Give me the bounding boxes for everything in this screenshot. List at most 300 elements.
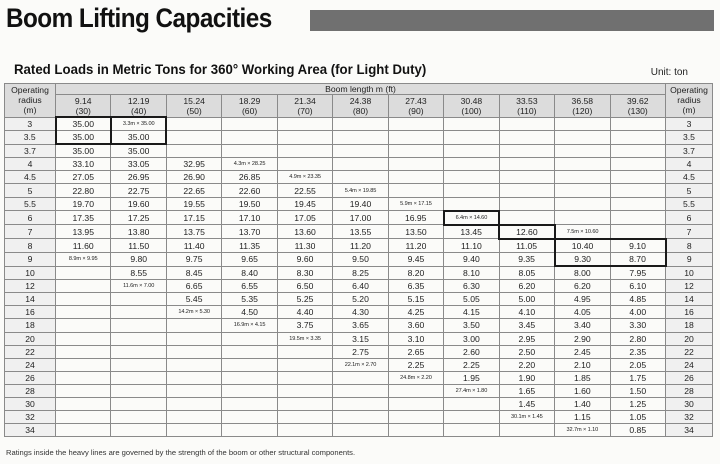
table-row xyxy=(5,424,713,437)
capacity-cell: 4.10 xyxy=(499,306,554,319)
radius-cell: 4.5 xyxy=(5,171,56,184)
capacity-cell: 2.45 xyxy=(555,345,610,358)
boom-length-column-header: 33.53 (110) xyxy=(499,95,554,118)
capacity-cell: 35.00 xyxy=(56,117,111,131)
capacity-cell xyxy=(56,345,111,358)
radius-cell: 18 xyxy=(666,319,713,332)
capacity-cell xyxy=(333,171,388,184)
capacity-cell: 35.00 xyxy=(56,144,111,158)
capacity-cell: 4.05 xyxy=(555,306,610,319)
capacity-cell xyxy=(56,332,111,345)
boom-length-row xyxy=(5,95,713,118)
boom-length-column-header: 39.62 (130) xyxy=(610,95,665,118)
capacity-cell xyxy=(610,211,665,225)
capacity-cell: 8.10 xyxy=(444,266,499,280)
capacity-cell: 6.35 xyxy=(388,280,443,293)
capacity-cell xyxy=(333,384,388,397)
title-bar-decoration xyxy=(310,10,714,31)
capacity-cell xyxy=(56,266,111,280)
radius-cell: 20 xyxy=(5,332,56,345)
radius-cell: 16 xyxy=(666,306,713,319)
capacity-cell: 5.05 xyxy=(444,293,499,306)
capacity-cell xyxy=(610,144,665,158)
capacity-cell: 4.25 xyxy=(388,306,443,319)
table-row xyxy=(5,144,713,158)
capacity-cell: 3.10 xyxy=(388,332,443,345)
capacity-cell: 32.95 xyxy=(166,158,221,171)
capacity-cell: 4.95 xyxy=(555,293,610,306)
capacity-cell xyxy=(333,144,388,158)
radius-cell: 24 xyxy=(5,358,56,371)
capacity-cell: 17.35 xyxy=(56,211,111,225)
radius-cell: 3.7 xyxy=(5,144,56,158)
capacity-cell xyxy=(388,411,443,424)
table-row xyxy=(5,131,713,145)
capacity-cell: 35.00 xyxy=(56,131,111,145)
capacity-cell xyxy=(277,358,332,371)
radius-cell: 3 xyxy=(5,117,56,131)
capacity-cell xyxy=(111,424,166,437)
capacity-cell: 11.6m × 7.00 xyxy=(111,280,166,293)
table-row xyxy=(5,184,713,197)
boom-length-column-header: 12.19 (40) xyxy=(111,95,166,118)
boom-length-header: Boom length m (ft) xyxy=(56,84,666,95)
capacity-cell: 17.15 xyxy=(166,211,221,225)
capacity-cell: 11.20 xyxy=(333,239,388,253)
capacity-cell: 8.30 xyxy=(277,266,332,280)
capacity-cell: 2.95 xyxy=(499,332,554,345)
capacity-cell xyxy=(222,131,277,145)
operating-radius-header-left: Operating radius (m) xyxy=(5,84,56,118)
capacity-cell: 11.60 xyxy=(56,239,111,253)
capacity-cell xyxy=(56,280,111,293)
boom-length-column-header: 18.29 (60) xyxy=(222,95,277,118)
capacity-cell xyxy=(333,117,388,131)
capacity-cell xyxy=(444,158,499,171)
table-row xyxy=(5,239,713,253)
capacity-cell: 2.90 xyxy=(555,332,610,345)
capacity-cell: 19.40 xyxy=(333,197,388,211)
capacity-cell: 11.35 xyxy=(222,239,277,253)
capacity-cell xyxy=(222,117,277,131)
capacity-cell: 26.95 xyxy=(111,171,166,184)
capacity-cell xyxy=(277,411,332,424)
capacity-cell: 6.50 xyxy=(277,280,332,293)
radius-cell: 5 xyxy=(666,184,713,197)
capacity-cell: 5.45 xyxy=(166,293,221,306)
capacity-cell: 3.30 xyxy=(610,319,665,332)
capacity-cell xyxy=(388,184,443,197)
capacity-cell: 4.50 xyxy=(222,306,277,319)
capacity-cell: 1.65 xyxy=(499,384,554,397)
capacity-cell xyxy=(277,424,332,437)
radius-cell: 14 xyxy=(666,293,713,306)
capacity-cell: 2.60 xyxy=(444,345,499,358)
capacity-cell: 7.95 xyxy=(610,266,665,280)
capacity-cell xyxy=(166,319,221,332)
capacity-cell xyxy=(444,171,499,184)
capacity-cell: 27.05 xyxy=(56,171,111,184)
capacity-cell xyxy=(388,384,443,397)
capacity-cell: 16.95 xyxy=(388,211,443,225)
capacity-cell: 17.25 xyxy=(111,211,166,225)
radius-cell: 9 xyxy=(5,252,56,266)
radius-cell: 6 xyxy=(666,211,713,225)
capacity-cell xyxy=(166,397,221,410)
capacity-cell xyxy=(499,184,554,197)
capacity-cell: 16.9m × 4.15 xyxy=(222,319,277,332)
boom-length-column-header: 24.38 (80) xyxy=(333,95,388,118)
capacity-cell: 22.75 xyxy=(111,184,166,197)
capacity-cell xyxy=(555,131,610,145)
capacity-cell: 22.55 xyxy=(277,184,332,197)
radius-cell: 10 xyxy=(666,266,713,280)
capacity-cell: 1.60 xyxy=(555,384,610,397)
capacity-cell xyxy=(56,358,111,371)
radius-cell: 12 xyxy=(5,280,56,293)
capacity-cell xyxy=(277,384,332,397)
capacity-cell: 2.05 xyxy=(610,358,665,371)
capacity-cell: 8.25 xyxy=(333,266,388,280)
capacity-cell: 8.40 xyxy=(222,266,277,280)
radius-cell: 22 xyxy=(5,345,56,358)
footnote: Ratings inside the heavy lines are governed by the strength of the boom or other structural components. xyxy=(6,448,356,457)
capacity-cell xyxy=(166,424,221,437)
radius-cell: 12 xyxy=(666,280,713,293)
capacity-cell: 11.40 xyxy=(166,239,221,253)
radius-cell: 32 xyxy=(5,411,56,424)
capacity-cell xyxy=(56,424,111,437)
capacity-cell: 4.30 xyxy=(333,306,388,319)
capacity-cell: 9.45 xyxy=(388,252,443,266)
capacity-cell: 26.85 xyxy=(222,171,277,184)
capacity-cell: 13.60 xyxy=(277,225,332,239)
table-row xyxy=(5,225,713,239)
radius-cell: 7 xyxy=(666,225,713,239)
capacity-cell xyxy=(222,371,277,384)
capacity-cell xyxy=(555,184,610,197)
radius-cell: 8 xyxy=(666,239,713,253)
radius-cell: 26 xyxy=(666,371,713,384)
capacity-cell xyxy=(56,384,111,397)
capacity-cell: 13.95 xyxy=(56,225,111,239)
table-subtitle: Rated Loads in Metric Tons for 360° Working Area (for Light Duty) xyxy=(14,62,427,77)
capacity-cell: 0.85 xyxy=(610,424,665,437)
capacity-cell: 13.50 xyxy=(388,225,443,239)
capacity-cell: 5.9m × 17.15 xyxy=(388,197,443,211)
capacity-cell: 9.75 xyxy=(166,252,221,266)
capacity-cell xyxy=(499,117,554,131)
capacity-cell: 2.25 xyxy=(388,358,443,371)
capacity-cell: 24.8m × 2.20 xyxy=(388,371,443,384)
table-row xyxy=(5,293,713,306)
capacity-cell: 1.95 xyxy=(444,371,499,384)
capacity-cell xyxy=(111,411,166,424)
capacity-cell xyxy=(388,424,443,437)
table-row xyxy=(5,171,713,184)
capacity-cell: 1.15 xyxy=(555,411,610,424)
capacity-cell: 8.20 xyxy=(388,266,443,280)
capacity-cell xyxy=(333,411,388,424)
radius-cell: 16 xyxy=(5,306,56,319)
capacity-cell: 6.65 xyxy=(166,280,221,293)
capacity-cell: 22.60 xyxy=(222,184,277,197)
capacity-cell xyxy=(222,358,277,371)
capacity-cell xyxy=(166,332,221,345)
capacity-cell: 3.00 xyxy=(444,332,499,345)
capacity-cell xyxy=(277,345,332,358)
capacity-cell: 11.20 xyxy=(388,239,443,253)
capacity-cell: 3.75 xyxy=(277,319,332,332)
capacity-cell: 9.30 xyxy=(555,252,610,266)
radius-cell: 24 xyxy=(666,358,713,371)
radius-cell: 3 xyxy=(666,117,713,131)
capacity-cell xyxy=(610,171,665,184)
table-row xyxy=(5,371,713,384)
capacity-cell: 6.55 xyxy=(222,280,277,293)
boom-length-column-header: 27.43 (90) xyxy=(388,95,443,118)
unit-label: Unit: ton xyxy=(650,67,688,78)
table-row xyxy=(5,319,713,332)
capacity-cell xyxy=(610,184,665,197)
capacity-cell xyxy=(222,411,277,424)
table-row xyxy=(5,397,713,410)
capacity-cell xyxy=(444,117,499,131)
operating-radius-header-right: Operating radius (m) xyxy=(666,84,713,118)
capacity-cell: 8.45 xyxy=(166,266,221,280)
capacity-cell xyxy=(555,158,610,171)
capacity-cell: 11.05 xyxy=(499,239,554,253)
capacity-cell xyxy=(222,424,277,437)
capacity-cell xyxy=(610,131,665,145)
capacity-cell: 2.35 xyxy=(610,345,665,358)
capacity-cell xyxy=(388,171,443,184)
capacity-cell xyxy=(166,117,221,131)
radius-cell: 5 xyxy=(5,184,56,197)
table-row xyxy=(5,158,713,171)
radius-cell: 5.5 xyxy=(666,197,713,211)
capacity-cell: 3.40 xyxy=(555,319,610,332)
capacity-cell: 11.30 xyxy=(277,239,332,253)
capacity-cell xyxy=(333,397,388,410)
capacity-cell xyxy=(499,144,554,158)
capacity-cell xyxy=(56,306,111,319)
capacity-cell: 27.4m × 1.80 xyxy=(444,384,499,397)
capacity-cell: 9.50 xyxy=(333,252,388,266)
radius-cell: 10 xyxy=(5,266,56,280)
capacity-cell: 1.50 xyxy=(610,384,665,397)
capacity-cell xyxy=(388,397,443,410)
table-row xyxy=(5,266,713,280)
capacity-rows xyxy=(5,117,713,437)
capacity-cell: 8.05 xyxy=(499,266,554,280)
capacity-cell: 13.45 xyxy=(444,225,499,239)
capacity-cell: 2.80 xyxy=(610,332,665,345)
capacity-cell xyxy=(499,131,554,145)
capacity-cell: 1.45 xyxy=(499,397,554,410)
capacity-cell: 2.25 xyxy=(444,358,499,371)
capacity-cell xyxy=(277,397,332,410)
table-row xyxy=(5,252,713,266)
radius-cell: 18 xyxy=(5,319,56,332)
capacity-cell: 19.45 xyxy=(277,197,332,211)
capacity-cell: 9.35 xyxy=(499,252,554,266)
capacity-cell xyxy=(444,197,499,211)
radius-cell: 4 xyxy=(5,158,56,171)
capacity-cell xyxy=(388,117,443,131)
capacity-cell: 17.00 xyxy=(333,211,388,225)
capacity-cell xyxy=(111,319,166,332)
capacity-cell: 3.65 xyxy=(333,319,388,332)
capacity-cell xyxy=(166,411,221,424)
capacity-cell xyxy=(610,117,665,131)
capacity-cell: 5.00 xyxy=(499,293,554,306)
capacity-cell xyxy=(277,144,332,158)
capacity-cell xyxy=(277,158,332,171)
capacity-cell xyxy=(111,306,166,319)
capacity-cell xyxy=(111,345,166,358)
capacity-cell: 9.40 xyxy=(444,252,499,266)
table-row xyxy=(5,306,713,319)
capacity-cell xyxy=(610,197,665,211)
radius-cell: 7 xyxy=(5,225,56,239)
capacity-cell: 6.20 xyxy=(499,280,554,293)
capacity-cell: 1.05 xyxy=(610,411,665,424)
capacity-cell: 5.20 xyxy=(333,293,388,306)
capacity-cell xyxy=(333,131,388,145)
capacity-cell: 2.75 xyxy=(333,345,388,358)
capacity-cell: 3.50 xyxy=(444,319,499,332)
table-row xyxy=(5,197,713,211)
capacity-cell xyxy=(444,411,499,424)
capacity-cell xyxy=(222,144,277,158)
capacity-cell xyxy=(444,424,499,437)
capacity-cell: 1.85 xyxy=(555,371,610,384)
capacity-cell xyxy=(555,117,610,131)
capacity-cell: 4.9m × 23.35 xyxy=(277,171,332,184)
capacity-cell: 2.20 xyxy=(499,358,554,371)
radius-cell: 8 xyxy=(5,239,56,253)
table-row xyxy=(5,384,713,397)
radius-cell: 4 xyxy=(666,158,713,171)
capacity-cell: 6.20 xyxy=(555,280,610,293)
table-row xyxy=(5,332,713,345)
capacity-cell xyxy=(111,358,166,371)
capacity-cell: 9.60 xyxy=(277,252,332,266)
title-row xyxy=(6,3,714,37)
capacity-cell: 19.5m × 3.35 xyxy=(277,332,332,345)
capacity-cell: 9.10 xyxy=(610,239,665,253)
capacity-cell xyxy=(555,171,610,184)
capacity-cell: 1.40 xyxy=(555,397,610,410)
table-row xyxy=(5,358,713,371)
capacity-cell: 1.75 xyxy=(610,371,665,384)
capacity-cell: 1.90 xyxy=(499,371,554,384)
radius-cell: 22 xyxy=(666,345,713,358)
capacity-cell: 4.85 xyxy=(610,293,665,306)
capacity-cell xyxy=(499,424,554,437)
capacity-cell: 33.10 xyxy=(56,158,111,171)
radius-cell: 3.7 xyxy=(666,144,713,158)
table-row xyxy=(5,280,713,293)
capacity-cell: 35.00 xyxy=(111,131,166,145)
capacity-cell xyxy=(111,293,166,306)
capacity-cell xyxy=(333,371,388,384)
capacity-cell xyxy=(610,225,665,239)
capacity-cell xyxy=(56,371,111,384)
capacity-cell: 8.70 xyxy=(610,252,665,266)
radius-cell: 3.5 xyxy=(666,131,713,145)
capacity-cell xyxy=(388,144,443,158)
table-row xyxy=(5,211,713,225)
capacity-cell: 2.50 xyxy=(499,345,554,358)
capacity-cell: 9.65 xyxy=(222,252,277,266)
capacity-cell: 13.80 xyxy=(111,225,166,239)
page-title: Boom Lifting Capacities xyxy=(6,3,272,33)
capacity-cell xyxy=(222,345,277,358)
capacity-cell: 12.60 xyxy=(499,225,554,239)
radius-cell: 30 xyxy=(5,397,56,410)
boom-length-column-header: 15.24 (50) xyxy=(166,95,221,118)
radius-cell: 30 xyxy=(666,397,713,410)
capacity-cell: 17.10 xyxy=(222,211,277,225)
capacity-cell xyxy=(166,144,221,158)
capacity-cell xyxy=(222,384,277,397)
capacity-cell: 13.70 xyxy=(222,225,277,239)
capacity-cell xyxy=(499,171,554,184)
capacity-cell xyxy=(166,345,221,358)
capacity-cell xyxy=(388,158,443,171)
capacity-table xyxy=(4,83,713,437)
capacity-cell: 6.40 xyxy=(333,280,388,293)
capacity-cell xyxy=(111,384,166,397)
capacity-cell xyxy=(166,371,221,384)
capacity-cell xyxy=(222,332,277,345)
capacity-cell xyxy=(111,397,166,410)
capacity-cell xyxy=(555,197,610,211)
capacity-cell xyxy=(333,424,388,437)
radius-cell: 32 xyxy=(666,411,713,424)
capacity-cell xyxy=(166,131,221,145)
capacity-cell xyxy=(222,397,277,410)
radius-cell: 34 xyxy=(666,424,713,437)
capacity-cell xyxy=(499,158,554,171)
capacity-cell: 4.15 xyxy=(444,306,499,319)
capacity-cell: 2.65 xyxy=(388,345,443,358)
capacity-cell xyxy=(388,131,443,145)
capacity-cell: 30.1m × 1.45 xyxy=(499,411,554,424)
capacity-cell: 11.10 xyxy=(444,239,499,253)
capacity-cell: 13.55 xyxy=(333,225,388,239)
capacity-cell: 7.5m × 10.60 xyxy=(555,225,610,239)
radius-cell: 4.5 xyxy=(666,171,713,184)
capacity-cell: 33.05 xyxy=(111,158,166,171)
capacity-cell: 17.05 xyxy=(277,211,332,225)
capacity-cell: 35.00 xyxy=(111,144,166,158)
capacity-cell xyxy=(333,158,388,171)
capacity-cell: 3.3m × 35.00 xyxy=(111,117,166,131)
capacity-cell: 10.40 xyxy=(555,239,610,253)
capacity-cell xyxy=(56,397,111,410)
radius-cell: 5.5 xyxy=(5,197,56,211)
radius-cell: 6 xyxy=(5,211,56,225)
radius-cell: 34 xyxy=(5,424,56,437)
capacity-cell: 2.10 xyxy=(555,358,610,371)
capacity-cell xyxy=(444,397,499,410)
capacity-cell xyxy=(56,293,111,306)
capacity-cell: 22.1m × 2.70 xyxy=(333,358,388,371)
capacity-cell: 22.80 xyxy=(56,184,111,197)
